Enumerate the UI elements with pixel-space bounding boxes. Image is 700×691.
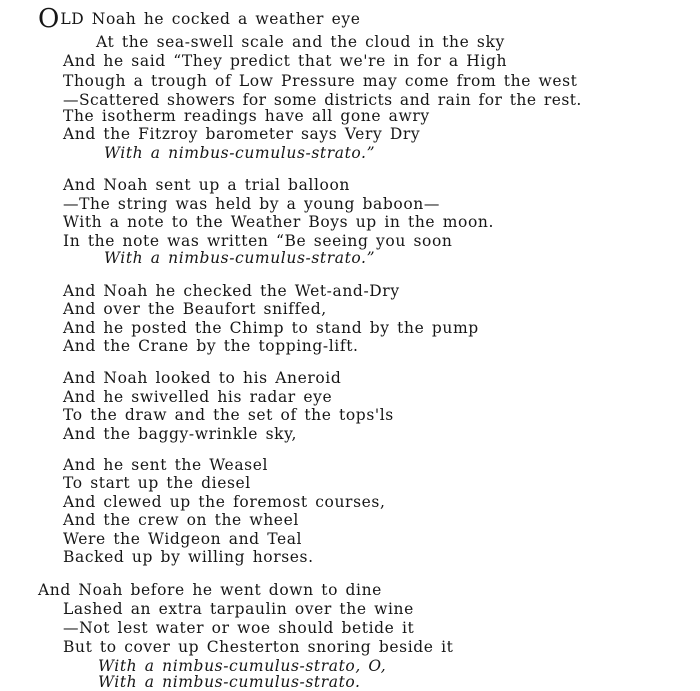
- stanza2-line4: In the note was written “Be seeing you soon: [63, 232, 453, 250]
- stanza2-line1: And Noah sent up a trial balloon: [63, 176, 350, 194]
- stanza6-line4: But to cover up Chesterton snoring beside it: [63, 638, 454, 656]
- stanza5-line6: Backed up by willing horses.: [63, 548, 314, 566]
- stanza5-line3: And clewed up the foremost courses,: [63, 493, 386, 511]
- stanza5-line2: To start up the diesel: [63, 474, 251, 492]
- stanza4-line2: And he swivelled his radar eye: [63, 388, 333, 406]
- stanza2-line3: With a note to the Weather Boys up in the moon.: [63, 213, 495, 231]
- stanza5-line4: And the crew on the wheel: [63, 511, 299, 529]
- stanza2-line5-refrain: With a nimbus-cumulus-strato.”: [104, 249, 376, 267]
- stanza6-line6-refrain-cut: With a nimbus-cumulus-strato.: [98, 673, 361, 691]
- stanza1-line8-refrain: With a nimbus-cumulus-strato.”: [104, 144, 376, 162]
- stanza3-line4: And the Crane by the topping-lift.: [63, 337, 359, 355]
- stanza6-line5-refrain: With a nimbus-cumulus-strato, O,: [98, 657, 387, 675]
- stanza1-line6: The isotherm readings have all gone awry: [63, 107, 430, 125]
- drop-cap: O: [38, 4, 60, 34]
- stanza1-line1: [38, 4, 361, 34]
- stanza3-line3: And he posted the Chimp to stand by the pump: [63, 319, 479, 337]
- stanza4-line1: And Noah looked to his Aneroid: [63, 369, 342, 387]
- stanza1-line7: And the Fitzroy barometer says Very Dry: [63, 125, 421, 143]
- stanza1-line3: And he said “They predict that we're in for a High: [63, 52, 508, 70]
- stanza6-line1: And Noah before he went down to dine: [38, 581, 382, 599]
- stanza3-line1: And Noah he checked the Wet-and-Dry: [63, 282, 400, 300]
- stanza5-line5: Were the Widgeon and Teal: [63, 530, 303, 548]
- stanza5-line1: And he sent the Weasel: [63, 456, 269, 474]
- stanza6-line2: Lashed an extra tarpaulin over the wine: [63, 600, 414, 618]
- stanza1-line4: Though a trough of Low Pressure may come from the west: [63, 72, 578, 90]
- stanza1-line2: At the sea-swell scale and the cloud in the sky: [96, 33, 505, 51]
- stanza4-line3: To the draw and the set of the tops'ls: [63, 406, 394, 424]
- stanza1-line5: —Scattered showers for some districts and rain for the rest.: [63, 91, 582, 109]
- stanza3-line2: And over the Beaufort sniffed,: [63, 300, 327, 318]
- stanza1-line1-text: LD Noah he cocked a weather eye: [60, 10, 361, 28]
- stanza2-line2: —The string was held by a young baboon—: [63, 195, 440, 213]
- stanza6-line3: —Not lest water or woe should betide it: [63, 619, 415, 637]
- stanza4-line4: And the baggy-wrinkle sky,: [63, 425, 297, 443]
